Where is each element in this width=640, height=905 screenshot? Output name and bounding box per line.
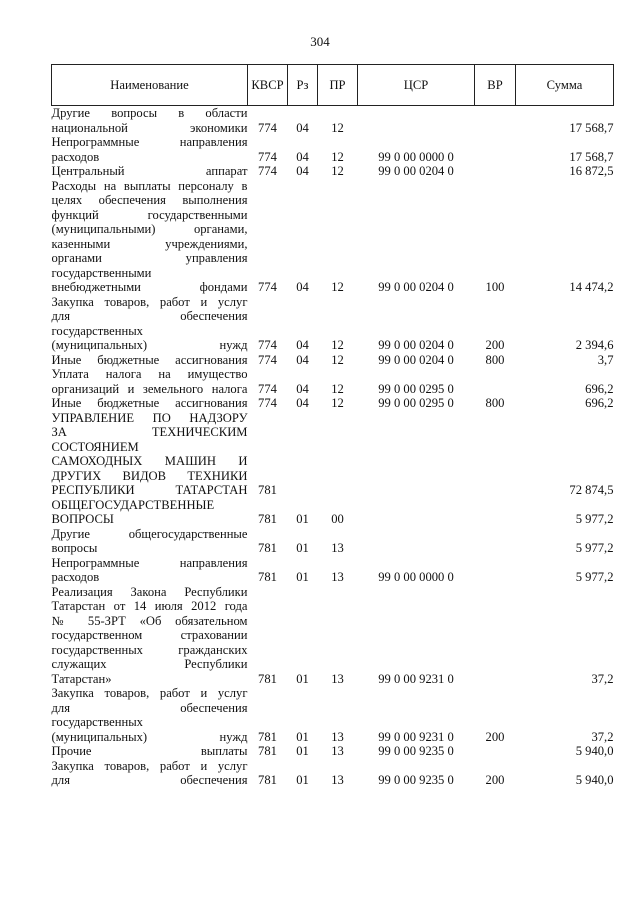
row-rz: 01 [296, 729, 309, 744]
row-name-line: Татарстан» [51, 671, 112, 686]
row-rz: 04 [296, 396, 309, 410]
row-name [52, 585, 248, 687]
table-row [52, 367, 614, 396]
row-vr: 200 [485, 338, 505, 352]
row-sum: 16 872,5 [569, 164, 614, 178]
table-row [52, 135, 614, 164]
row-kvsr: 781 [258, 671, 277, 686]
row-rz: 04 [296, 352, 309, 367]
table-row [52, 106, 614, 136]
table-header [52, 65, 614, 106]
row-sum: 3,7 [597, 352, 614, 367]
row-kvsr: 774 [258, 120, 277, 135]
row-name [52, 396, 248, 411]
row-name-line: ДРУГИХ ВИДОВ ТЕХНИКИ [51, 468, 248, 483]
row-csr: 99 0 00 0204 0 [378, 338, 454, 352]
table-row [52, 498, 614, 527]
row-name-line: функций государственными [51, 207, 248, 222]
row-vr [475, 498, 516, 527]
row-name [52, 527, 248, 556]
row-vr [475, 135, 516, 164]
row-sum: 696,2 [585, 396, 614, 410]
row-name-line: Расходы на выплаты персоналу в [51, 178, 248, 193]
row-name [52, 744, 248, 759]
row-name-line: РЕСПУБЛИКИ ТАТАРСТАН [51, 483, 248, 497]
row-vr: 100 [485, 280, 505, 294]
row-kvsr: 774 [258, 396, 277, 410]
budget-table [51, 64, 614, 788]
row-csr [358, 106, 475, 136]
row-name-line: ЗА ТЕХНИЧЕСКИМ [51, 425, 248, 439]
row-pr: 13 [331, 570, 344, 584]
row-csr: 99 0 00 0000 0 [378, 570, 454, 584]
row-pr: 13 [331, 541, 344, 555]
row-rz: 04 [296, 164, 309, 178]
row-rz [288, 411, 318, 498]
table-row [52, 744, 614, 759]
row-kvsr: 781 [258, 773, 277, 787]
row-kvsr: 781 [258, 570, 277, 584]
row-name-line: Реализация Закона Республики [51, 584, 248, 599]
row-vr [475, 585, 516, 687]
row-name [52, 106, 248, 136]
row-kvsr: 774 [258, 164, 277, 178]
row-sum: 5 940,0 [575, 773, 614, 787]
header-name: Наименование [52, 65, 248, 106]
row-sum: 17 568,7 [569, 149, 614, 164]
row-name-line: государственном страховании [51, 628, 248, 642]
row-name-line: Иные бюджетные ассигнования [51, 352, 248, 367]
row-kvsr: 781 [258, 744, 277, 758]
row-name-line: Другие общегосударственные [51, 526, 248, 541]
row-pr: 12 [331, 396, 344, 410]
row-name-line: Другие вопросы в области [51, 106, 248, 120]
table-row [52, 164, 614, 179]
table-row [52, 396, 614, 411]
row-name-line: ВОПРОСЫ [51, 512, 114, 526]
row-csr: 99 0 00 9235 0 [378, 744, 454, 758]
row-name [52, 135, 248, 164]
row-vr [475, 527, 516, 556]
table-body [52, 106, 614, 788]
row-name-line: организаций и земельного налога [51, 381, 248, 396]
row-sum: 37,2 [591, 729, 614, 744]
row-name-line: Татарстан от 14 июля 2012 года [51, 599, 248, 613]
row-name-line: целях обеспечения выполнения [51, 193, 248, 207]
row-vr [475, 556, 516, 585]
row-csr [358, 411, 475, 498]
row-pr: 12 [331, 164, 344, 178]
row-rz: 04 [296, 120, 309, 135]
row-csr: 99 0 00 0204 0 [378, 352, 454, 367]
row-name [52, 411, 248, 498]
row-sum: 2 394,6 [575, 338, 614, 352]
row-name-line: Центральный аппарат [51, 164, 248, 178]
row-name-line: служащих Республики [51, 657, 248, 671]
row-name-line: СОСТОЯНИЕМ [51, 439, 139, 454]
row-name-line: внебюджетными фондами [51, 280, 248, 294]
row-name-line: для обеспечения [51, 773, 248, 787]
row-name [52, 759, 248, 788]
header-vr: ВР [475, 65, 516, 106]
row-name-line: (муниципальных) нужд [51, 338, 248, 352]
row-rz: 04 [296, 381, 309, 396]
row-name-line: (муниципальных) нужд [51, 729, 248, 744]
row-pr: 13 [331, 729, 344, 744]
row-csr: 99 0 00 9235 0 [378, 773, 454, 787]
header-csr: ЦСР [358, 65, 475, 106]
row-kvsr: 774 [258, 352, 277, 367]
row-vr: 200 [485, 729, 505, 744]
row-kvsr: 781 [258, 483, 277, 497]
table-row [52, 759, 614, 788]
row-sum: 5 977,2 [575, 570, 614, 584]
table-row [52, 527, 614, 556]
header-rz: Рз [288, 65, 318, 106]
row-kvsr: 781 [258, 541, 277, 555]
row-name [52, 179, 248, 295]
row-name-line: расходов [51, 149, 100, 164]
row-csr: 99 0 00 0295 0 [378, 381, 454, 396]
row-vr [475, 411, 516, 498]
row-kvsr: 781 [258, 729, 277, 744]
row-name [52, 367, 248, 396]
table-row [52, 585, 614, 687]
row-rz: 01 [296, 541, 309, 555]
row-sum: 17 568,7 [569, 120, 614, 135]
row-rz: 04 [296, 149, 309, 164]
row-csr [358, 527, 475, 556]
row-pr: 13 [331, 773, 344, 787]
row-sum: 5 977,2 [575, 512, 614, 526]
row-name-line: УПРАВЛЕНИЕ ПО НАДЗОРУ [51, 410, 248, 425]
row-vr [475, 164, 516, 179]
row-csr: 99 0 00 0204 0 [378, 280, 454, 294]
row-kvsr: 781 [258, 512, 277, 526]
row-name-line: (муниципальными) органами, [51, 222, 248, 236]
row-name-line: для обеспечения [51, 700, 248, 715]
row-rz: 01 [296, 773, 309, 787]
row-name [52, 164, 248, 179]
row-kvsr: 774 [258, 149, 277, 164]
row-vr [475, 106, 516, 136]
table-row [52, 411, 614, 498]
row-name-line: государственных гражданских [51, 642, 248, 657]
row-sum: 5 977,2 [575, 541, 614, 555]
row-name-line: национальной экономики [51, 120, 248, 135]
row-pr: 12 [331, 352, 344, 367]
row-name-line: вопросы [51, 541, 98, 555]
row-rz: 04 [296, 338, 309, 352]
row-pr: 12 [331, 280, 344, 294]
row-kvsr: 774 [258, 338, 277, 352]
row-kvsr: 774 [258, 280, 277, 294]
row-sum: 72 874,5 [569, 483, 614, 497]
row-rz: 01 [296, 671, 309, 686]
row-name-line: Уплата налога на имущество [51, 367, 248, 381]
row-name-line: ОБЩЕГОСУДАРСТВЕННЫЕ [51, 497, 215, 512]
row-csr: 99 0 00 0204 0 [378, 164, 454, 178]
row-vr [475, 367, 516, 396]
row-sum: 696,2 [585, 381, 614, 396]
row-name-line: Непрограммные направления [51, 135, 248, 149]
row-name-line: № 55-ЗРТ «Об обязательном [51, 613, 248, 628]
row-sum: 14 474,2 [569, 280, 614, 294]
row-name [52, 353, 248, 368]
row-rz: 01 [296, 744, 309, 758]
row-name-line: казенными учреждениями, [51, 236, 248, 251]
row-name [52, 295, 248, 353]
row-vr: 200 [485, 773, 505, 787]
row-name-line: Закупка товаров, работ и услуг [51, 686, 248, 700]
row-name-line: Непрограммные направления [51, 555, 248, 570]
row-vr: 800 [485, 396, 505, 410]
row-name-line: Закупка товаров, работ и услуг [51, 758, 248, 773]
row-csr: 99 0 00 9231 0 [378, 671, 454, 686]
row-rz: 04 [296, 280, 309, 294]
row-pr: 12 [331, 120, 344, 135]
row-pr: 13 [331, 671, 344, 686]
row-sum: 5 940,0 [575, 744, 614, 758]
row-vr: 800 [485, 352, 505, 367]
row-name-line: государственных [51, 715, 143, 729]
row-vr [475, 744, 516, 759]
table-row [52, 556, 614, 585]
row-sum: 37,2 [591, 671, 614, 686]
row-pr: 12 [331, 381, 344, 396]
header-sum: Сумма [516, 65, 614, 106]
row-name [52, 498, 248, 527]
row-kvsr: 774 [258, 381, 277, 396]
row-name-line: расходов [51, 570, 100, 584]
row-csr: 99 0 00 0295 0 [378, 396, 454, 410]
row-rz: 01 [296, 512, 309, 526]
row-name-line: государственных [51, 323, 143, 338]
table-row [52, 179, 614, 295]
row-csr [358, 498, 475, 527]
row-name-line: САМОХОДНЫХ МАШИН И [51, 454, 248, 468]
row-name-line: Закупка товаров, работ и услуг [51, 294, 248, 309]
row-name-line: органами управления [51, 251, 248, 265]
row-csr: 99 0 00 9231 0 [378, 729, 454, 744]
row-rz: 01 [296, 570, 309, 584]
row-pr: 12 [331, 149, 344, 164]
header-pr: ПР [318, 65, 358, 106]
row-pr [318, 411, 358, 498]
row-name-line: Иные бюджетные ассигнования [51, 396, 248, 410]
row-name [52, 686, 248, 744]
row-csr: 99 0 00 0000 0 [378, 149, 454, 164]
row-pr: 13 [331, 744, 344, 758]
table-row [52, 295, 614, 353]
row-name-line: государственными [51, 265, 152, 280]
row-pr: 00 [331, 512, 344, 526]
row-name-line: Прочие выплаты [51, 744, 248, 758]
row-pr: 12 [331, 338, 344, 352]
page-number: 304 [310, 34, 330, 49]
table-row [52, 686, 614, 744]
row-name [52, 556, 248, 585]
header-kvsr: КВСР [248, 65, 288, 106]
table-row [52, 353, 614, 368]
row-name-line: для обеспечения [51, 309, 248, 323]
